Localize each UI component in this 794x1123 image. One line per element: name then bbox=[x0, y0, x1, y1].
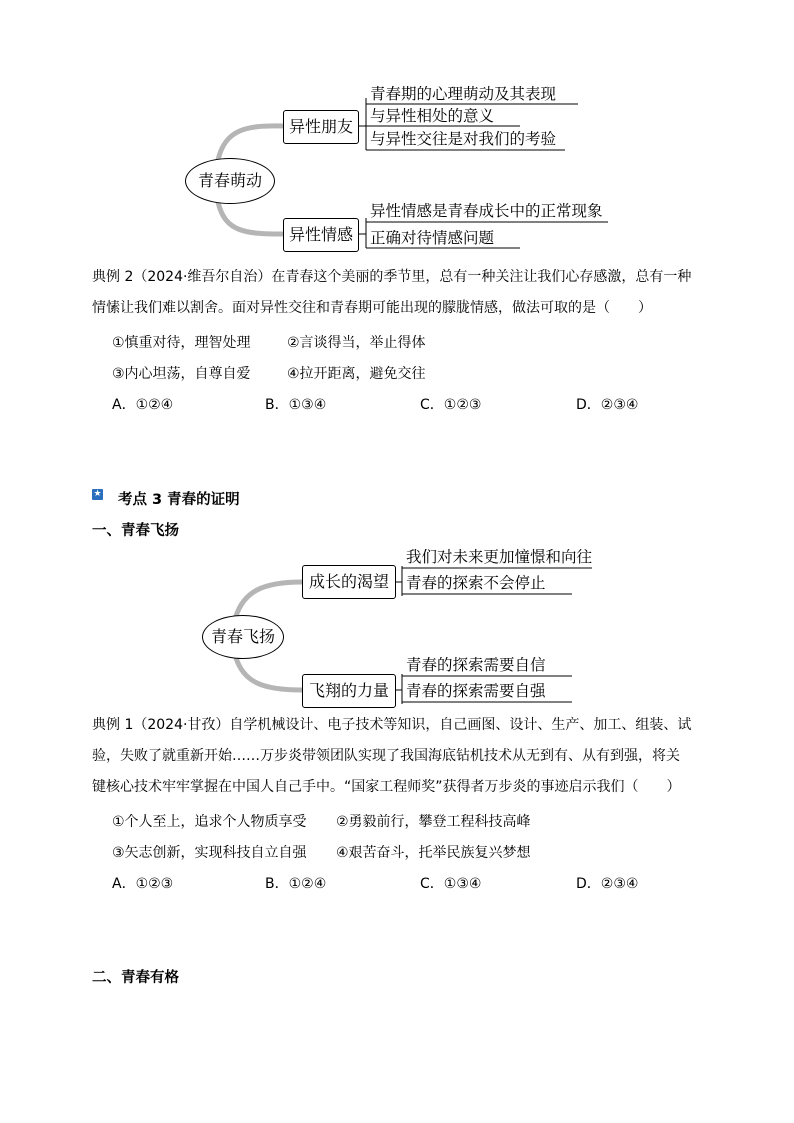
leaf-text: 青春的探索需要自强 bbox=[406, 682, 546, 700]
statement-item: ③内心坦荡，自尊自爱 bbox=[112, 366, 251, 382]
answer-option-c[interactable]: C．①③④ bbox=[420, 876, 482, 892]
branch-node-desire-to-grow bbox=[302, 565, 396, 599]
example-2-stem-line1: 典例 2（2024·维吾尔自治）在青春这个美丽的季节里，总有一种关注让我们心存感激，总有一种 bbox=[92, 269, 692, 285]
mindmap-center-node bbox=[185, 158, 275, 204]
mindmap-adolescent-feelings bbox=[0, 0, 794, 260]
mindmap-youth-soaring bbox=[0, 540, 794, 710]
answer-option-b[interactable]: B．①②④ bbox=[265, 876, 327, 892]
star-square-icon: ★ bbox=[93, 489, 102, 499]
branch-label: 异性朋友 bbox=[288, 117, 353, 136]
center-label: 青春萌动 bbox=[197, 171, 262, 190]
answer-option-d[interactable]: D．②③④ bbox=[576, 397, 639, 413]
statement-item: ①慎重对待，理智处理 bbox=[112, 335, 251, 351]
leaf-text: 青春的探索需要自信 bbox=[406, 656, 546, 674]
answer-option-c[interactable]: C．①②③ bbox=[420, 397, 482, 413]
answer-option-b[interactable]: B．①③④ bbox=[265, 397, 327, 413]
branch-node-opposite-sex-feelings bbox=[283, 218, 359, 252]
mindmap-connectors bbox=[0, 540, 794, 710]
statement-item: ④艰苦奋斗，托举民族复兴梦想 bbox=[336, 845, 531, 861]
mindmap-center-node bbox=[202, 615, 284, 659]
statement-item: ②勇毅前行，攀登工程科技高峰 bbox=[336, 814, 531, 830]
branch-node-opposite-sex-friends bbox=[283, 110, 359, 144]
branch-label: 异性情感 bbox=[288, 225, 353, 244]
answer-option-a[interactable]: A．①②③ bbox=[112, 876, 174, 892]
statement-item: ④拉开距离，避免交往 bbox=[287, 366, 426, 382]
answer-option-d[interactable]: D．②③④ bbox=[576, 876, 639, 892]
leaf-text: 与异性交往是对我们的考验 bbox=[370, 130, 557, 148]
example-1-stem-line2: 验，失败了就重新开始……万步炎带领团队实现了我国海底钻机技术从无到有、从有到强，将关 bbox=[92, 748, 680, 764]
example-1-stem-line1: 典例 1（2024·甘孜）自学机械设计、电子技术等知识，自己画图、设计、生产、加工、组装、试 bbox=[92, 717, 692, 733]
branch-node-power-to-fly bbox=[302, 674, 396, 708]
section-title: 考点 3 青春的证明 bbox=[118, 492, 240, 508]
center-label: 青春飞扬 bbox=[210, 627, 275, 646]
branch-label: 飞翔的力量 bbox=[308, 681, 389, 700]
subsection-title-1: 一、青春飞扬 bbox=[92, 523, 179, 539]
statement-item: ③矢志创新，实现科技自立自强 bbox=[112, 845, 307, 861]
answer-option-a[interactable]: A．①②④ bbox=[112, 397, 174, 413]
statement-item: ①个人至上，追求个人物质享受 bbox=[112, 814, 307, 830]
subsection-title-2: 二、青春有格 bbox=[92, 970, 179, 986]
leaf-text: 青春期的心理萌动及其表现 bbox=[370, 85, 557, 103]
example-2-stem-line2: 情愫让我们难以割舍。面对异性交往和青春期可能出现的朦胧情感，做法可取的是（ ） bbox=[92, 300, 652, 316]
branch-label: 成长的渴望 bbox=[308, 572, 389, 591]
leaf-text: 我们对未来更加憧憬和向往 bbox=[406, 548, 593, 566]
leaf-text: 青春的探索不会停止 bbox=[406, 574, 546, 592]
leaf-text: 正确对待情感问题 bbox=[370, 229, 495, 247]
leaf-text: 异性情感是青春成长中的正常现象 bbox=[370, 202, 603, 220]
leaf-text: 与异性相处的意义 bbox=[370, 107, 495, 125]
statement-item: ②言谈得当，举止得体 bbox=[287, 335, 426, 351]
example-1-stem-line3: 键核心技术牢牢掌握在中国人自己手中。“国家工程师奖”获得者万步炎的事迹启示我们（ ） bbox=[92, 779, 681, 795]
